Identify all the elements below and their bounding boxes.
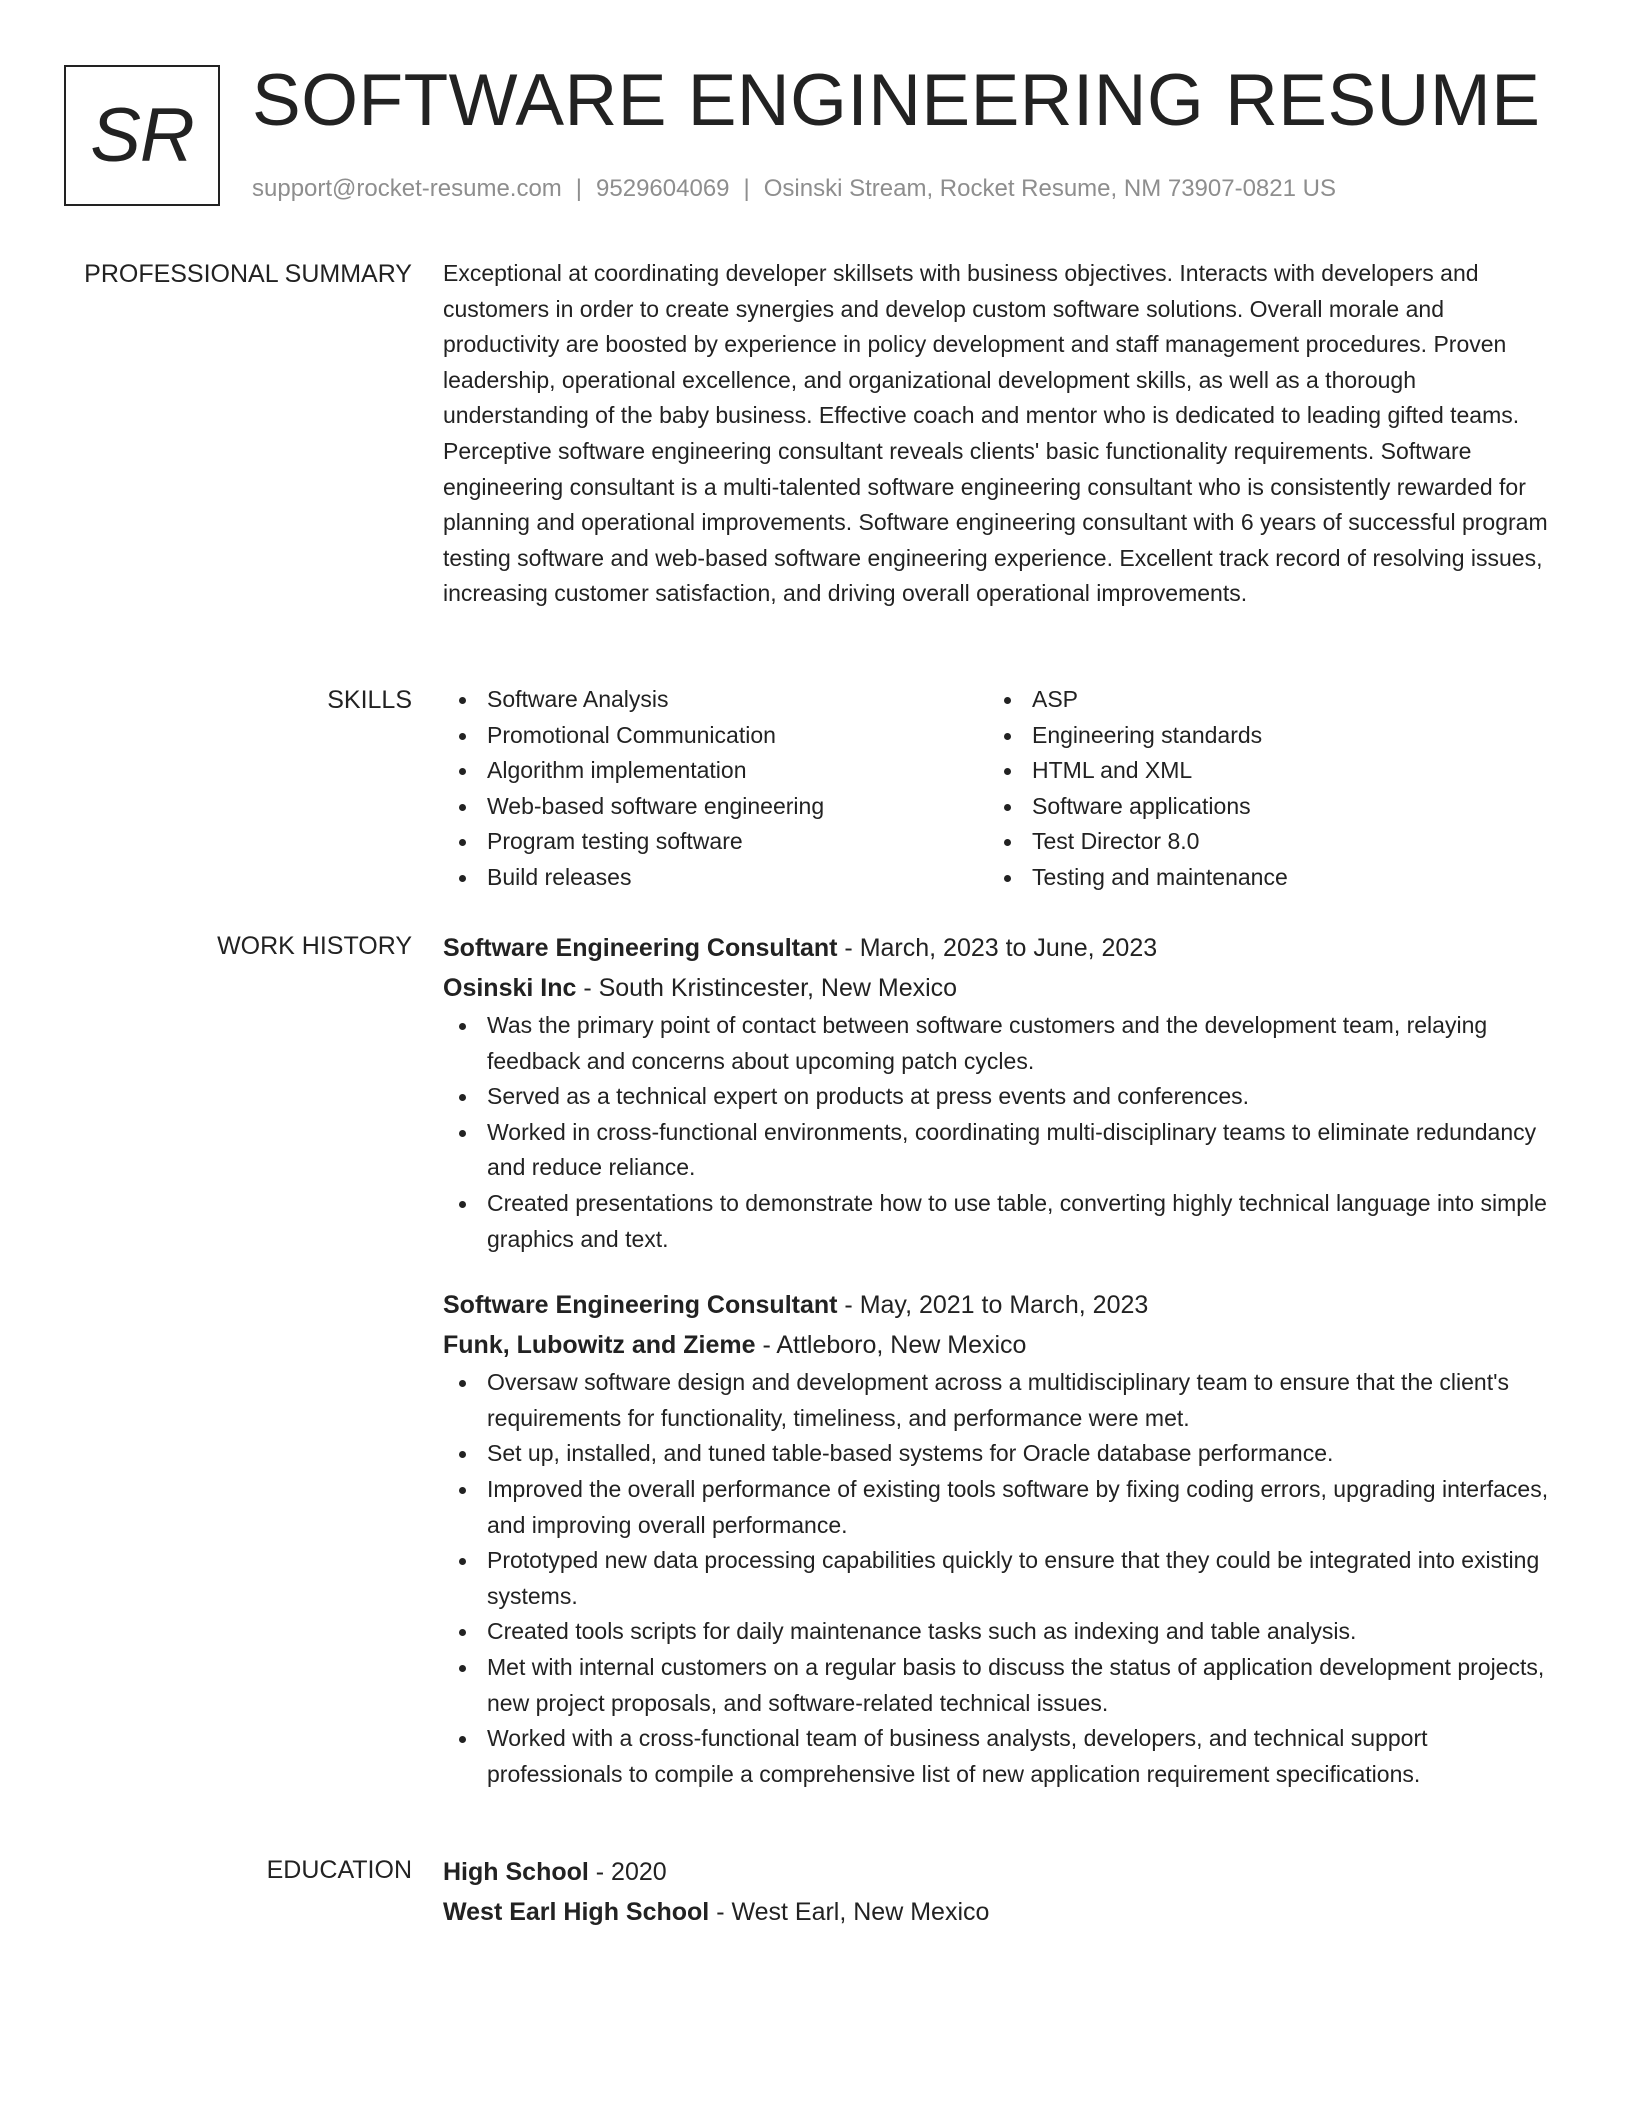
skill-item: Algorithm implementation	[443, 753, 988, 789]
skills-list-left	[443, 682, 988, 896]
job-duty: Oversaw software design and development across a multidisciplinary team to ensure that the client's requirements for functionality, timeliness, and performance were met.	[443, 1365, 1555, 1436]
contact-separator: |	[743, 175, 750, 202]
job-title-line	[443, 1285, 1555, 1325]
job-company: Funk, Lubowitz and Zieme	[443, 1331, 756, 1360]
job-duty: Improved the overall performance of existing tools software by fixing coding errors, upgrading interfaces, and improving overall performance.	[443, 1472, 1555, 1543]
education-school-line	[443, 1892, 1555, 1932]
job-title-line	[443, 928, 1555, 968]
skills-columns	[443, 682, 1555, 896]
resume-title: SOFTWARE ENGINEERING RESUME	[252, 60, 1541, 141]
job-duties-list	[443, 1008, 1555, 1257]
skills-body	[443, 682, 1555, 896]
contact-phone[interactable]: 9529604069	[596, 175, 730, 202]
work-history-body	[443, 928, 1555, 1792]
skill-item: Promotional Communication	[443, 718, 988, 754]
contact-separator: |	[575, 175, 583, 202]
job-duty: Was the primary point of contact between software customers and the development team, relaying feedback and concerns about upcoming patch cycles.	[443, 1008, 1555, 1079]
job-duty: Prototyped new data processing capabilities quickly to ensure that they could be integrated into existing systems.	[443, 1543, 1555, 1614]
work-history-heading: WORK HISTORY	[217, 932, 412, 960]
education-school: West Earl High School	[443, 1898, 710, 1926]
job-dates: - May, 2021 to March, 2023	[837, 1291, 1149, 1320]
job-duty: Set up, installed, and tuned table-based systems for Oracle database performance.	[443, 1436, 1555, 1472]
job-duty: Served as a technical expert on products at press events and conferences.	[443, 1079, 1555, 1115]
job-title: Software Engineering Consultant	[443, 1291, 838, 1320]
job-duty: Created tools scripts for daily maintenance tasks such as indexing and table analysis.	[443, 1614, 1555, 1650]
education-year: - 2020	[588, 1858, 667, 1886]
summary-body	[443, 256, 1555, 612]
education-degree-line	[443, 1852, 1555, 1892]
skill-item: ASP	[988, 682, 1533, 718]
job-duties-list	[443, 1365, 1555, 1792]
summary-heading: PROFESSIONAL SUMMARY	[84, 260, 412, 288]
contact-email[interactable]: support@rocket-resume.com	[252, 175, 562, 202]
skill-item: Software Analysis	[443, 682, 988, 718]
skill-item: Testing and maintenance	[988, 860, 1533, 896]
skills-heading: SKILLS	[327, 686, 412, 714]
skill-item: Test Director 8.0	[988, 824, 1533, 860]
job-duty: Worked in cross-functional environments, coordinating multi-disciplinary teams to eliminate redundancy and reduce reliance.	[443, 1115, 1555, 1186]
monogram-initials: SR	[90, 93, 194, 178]
job-location: - South Kristincester, New Mexico	[576, 974, 958, 1002]
job-duty: Worked with a cross-functional team of business analysts, developers, and technical support professionals to compile a comprehensive list of new application requirement specifications.	[443, 1721, 1555, 1792]
contact-address: Osinski Stream, Rocket Resume, NM 73907-0821 US	[763, 175, 1336, 202]
skill-item: Program testing software	[443, 824, 988, 860]
education-heading: EDUCATION	[266, 1856, 412, 1884]
skills-list-right	[988, 682, 1533, 896]
job-duty: Created presentations to demonstrate how to use table, converting highly technical language into simple graphics and text.	[443, 1186, 1555, 1257]
contact-line	[252, 172, 1336, 206]
job-entry	[443, 928, 1555, 1257]
education-body	[443, 1852, 1555, 1932]
skill-item: HTML and XML	[988, 753, 1533, 789]
education-degree: High School	[443, 1858, 589, 1886]
job-company-line	[443, 968, 1555, 1008]
job-duty: Met with internal customers on a regular basis to discuss the status of application development projects, new project proposals, and software-related technical issues.	[443, 1650, 1555, 1721]
job-dates: - March, 2023 to June, 2023	[837, 934, 1158, 962]
job-company-line	[443, 1325, 1555, 1365]
job-title: Software Engineering Consultant	[443, 934, 838, 962]
job-company: Osinski Inc	[443, 974, 577, 1002]
skill-item: Software applications	[988, 789, 1533, 825]
job-location: - Attleboro, New Mexico	[755, 1331, 1027, 1360]
skill-item: Build releases	[443, 860, 988, 896]
skill-item: Engineering standards	[988, 718, 1533, 754]
education-location: - West Earl, New Mexico	[709, 1898, 990, 1926]
monogram-box	[64, 65, 220, 206]
skill-item: Web-based software engineering	[443, 789, 988, 825]
job-entry	[443, 1285, 1555, 1792]
summary-text: Exceptional at coordinating developer skillsets with business objectives. Interacts with developers and customers in order to create synergies and develop custom software solutions. Overall morale and productivity are boosted by experience in policy development and staff management procedures. Proven leadership, operational excellence, and organizational development skills, as well as a thorough understanding of the baby business. Effective coach and mentor who is dedicated to leading gifted teams. Perceptive software engineering consultant reveals clients' basic functionality requirements. Software engineering consultant is a multi-talented software engineering consultant who is consistently rewarded for planning and operational improvements. Software engineering consultant with 6 years of successful program testing software and web-based software engineering experience. Excellent track record of resolving issues, increasing customer satisfaction, and driving overall operational improvements.	[443, 260, 1548, 607]
